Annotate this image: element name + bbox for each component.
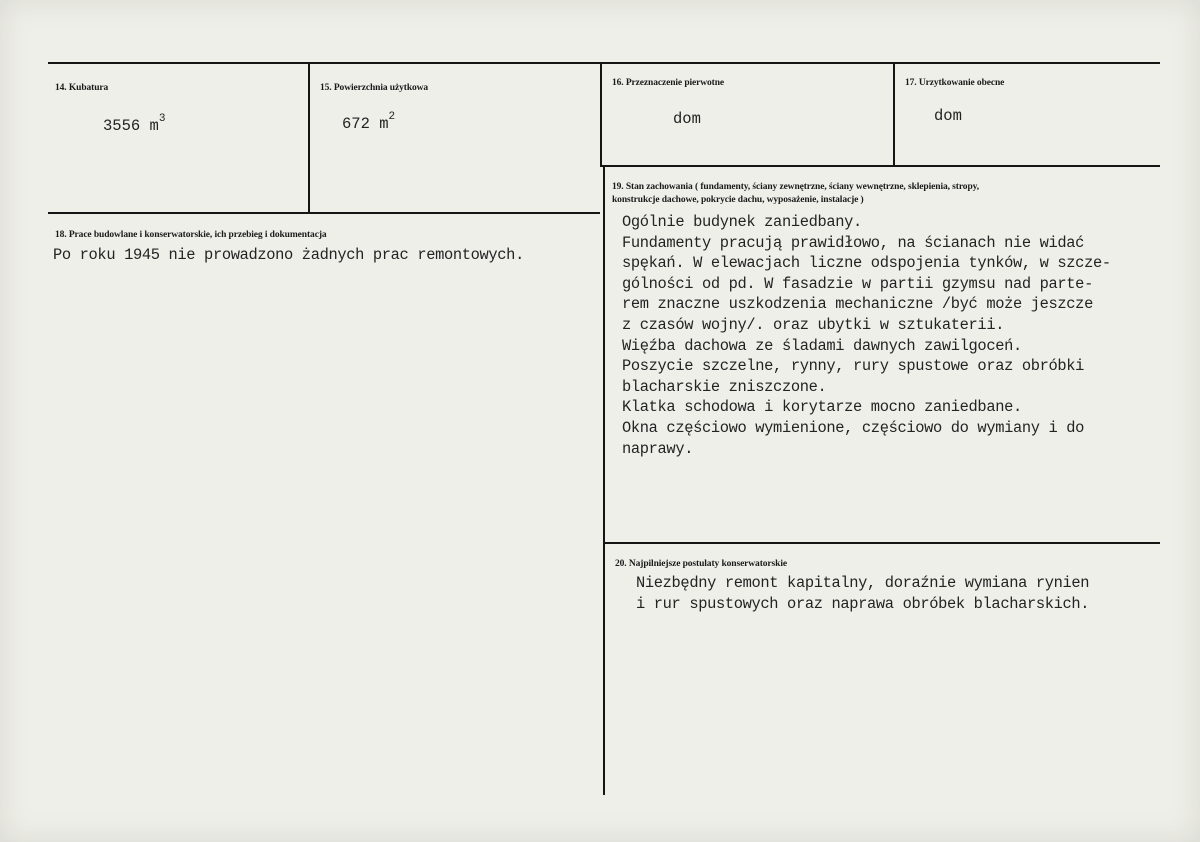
field-18-label: 18. Prace budowlane i konserwatorskie, ich przebieg i dokumentacja <box>55 230 327 240</box>
field-15-value-text: 672 m <box>342 115 389 134</box>
rule-left-mid <box>48 212 600 214</box>
field-15-unit-exponent: 2 <box>388 111 396 123</box>
field-19-line: gólności od pd. W fasadzie w partii gzymsu nad parte- <box>622 274 1093 293</box>
field-20-label: 20. Najpilniejsze postulaty konserwatorskie <box>615 559 787 569</box>
divider-main-lower <box>603 165 605 795</box>
top-rule <box>48 62 1160 64</box>
field-18-text <box>53 245 524 266</box>
field-16-label: 16. Przeznaczenie pierwotne <box>612 78 725 88</box>
field-19-line: naprawy. <box>622 439 694 458</box>
field-14-unit-exponent: 3 <box>158 113 166 125</box>
field-19-line: Klatka schodowa i korytarze mocno zaniedbane. <box>622 398 1022 417</box>
rule-right-upper <box>600 165 1160 167</box>
field-19-line: Ogólnie budynek zaniedbany. <box>622 213 862 231</box>
field-14-value-text: 3556 m <box>103 117 159 136</box>
divider-main <box>600 62 602 166</box>
field-19-line: rem znaczne uszkodzenia mechaniczne /być może jeszcze <box>622 295 1093 314</box>
field-20-text <box>636 573 1089 614</box>
field-20-line: i rur spustowych oraz naprawa obróbek blacharskich. <box>636 594 1090 613</box>
field-14-label: 14. Kubatura <box>55 83 109 93</box>
field-19-line: Okna częściowo wymienione, częściowo do wymiany i do <box>622 418 1085 437</box>
field-19-label-line2: konstrukcje dachowe, pokrycie dachu, wyposażenie, instalacje ) <box>612 195 864 205</box>
field-19-line: spękań. W elewacjach liczne odspojenia tynków, w szcze- <box>622 254 1111 273</box>
divider-14-15 <box>308 62 310 213</box>
field-19-line: z czasów wojny/. oraz ubytki w sztukaterii. <box>622 315 1005 334</box>
field-15-value <box>342 111 396 134</box>
field-19-label-line1: 19. Stan zachowania ( fundamenty, ściany zewnętrzne, ściany wewnętrzne, sklepienia, stropy, <box>612 182 980 192</box>
field-20-line: Niezbędny remont kapitalny, doraźnie wymiana rynien <box>636 574 1090 592</box>
field-19-line: Więźba dachowa ze śladami dawnych zawilgoceń. <box>622 336 1022 355</box>
field-19-line: Fundamenty pracują prawidłowo, na ścianach nie widać <box>622 233 1085 252</box>
field-17-label: 17. Urzytkowanie obecne <box>905 78 1005 88</box>
divider-16-17 <box>893 62 895 166</box>
field-15-label: 15. Powierzchnia użytkowa <box>320 83 429 93</box>
field-19-text <box>622 212 1111 459</box>
field-19-line: blacharskie zniszczone. <box>622 377 827 396</box>
field-14-value <box>103 113 166 136</box>
field-17-value: dom <box>934 107 962 125</box>
field-19-line: Poszycie szczelne, rynny, rury spustowe oraz obróbki <box>622 357 1085 376</box>
field-16-value: dom <box>673 110 701 128</box>
field-18-line: Po roku 1945 nie prowadzono żadnych prac remontowych. <box>53 246 524 264</box>
rule-right-lower <box>604 542 1160 544</box>
